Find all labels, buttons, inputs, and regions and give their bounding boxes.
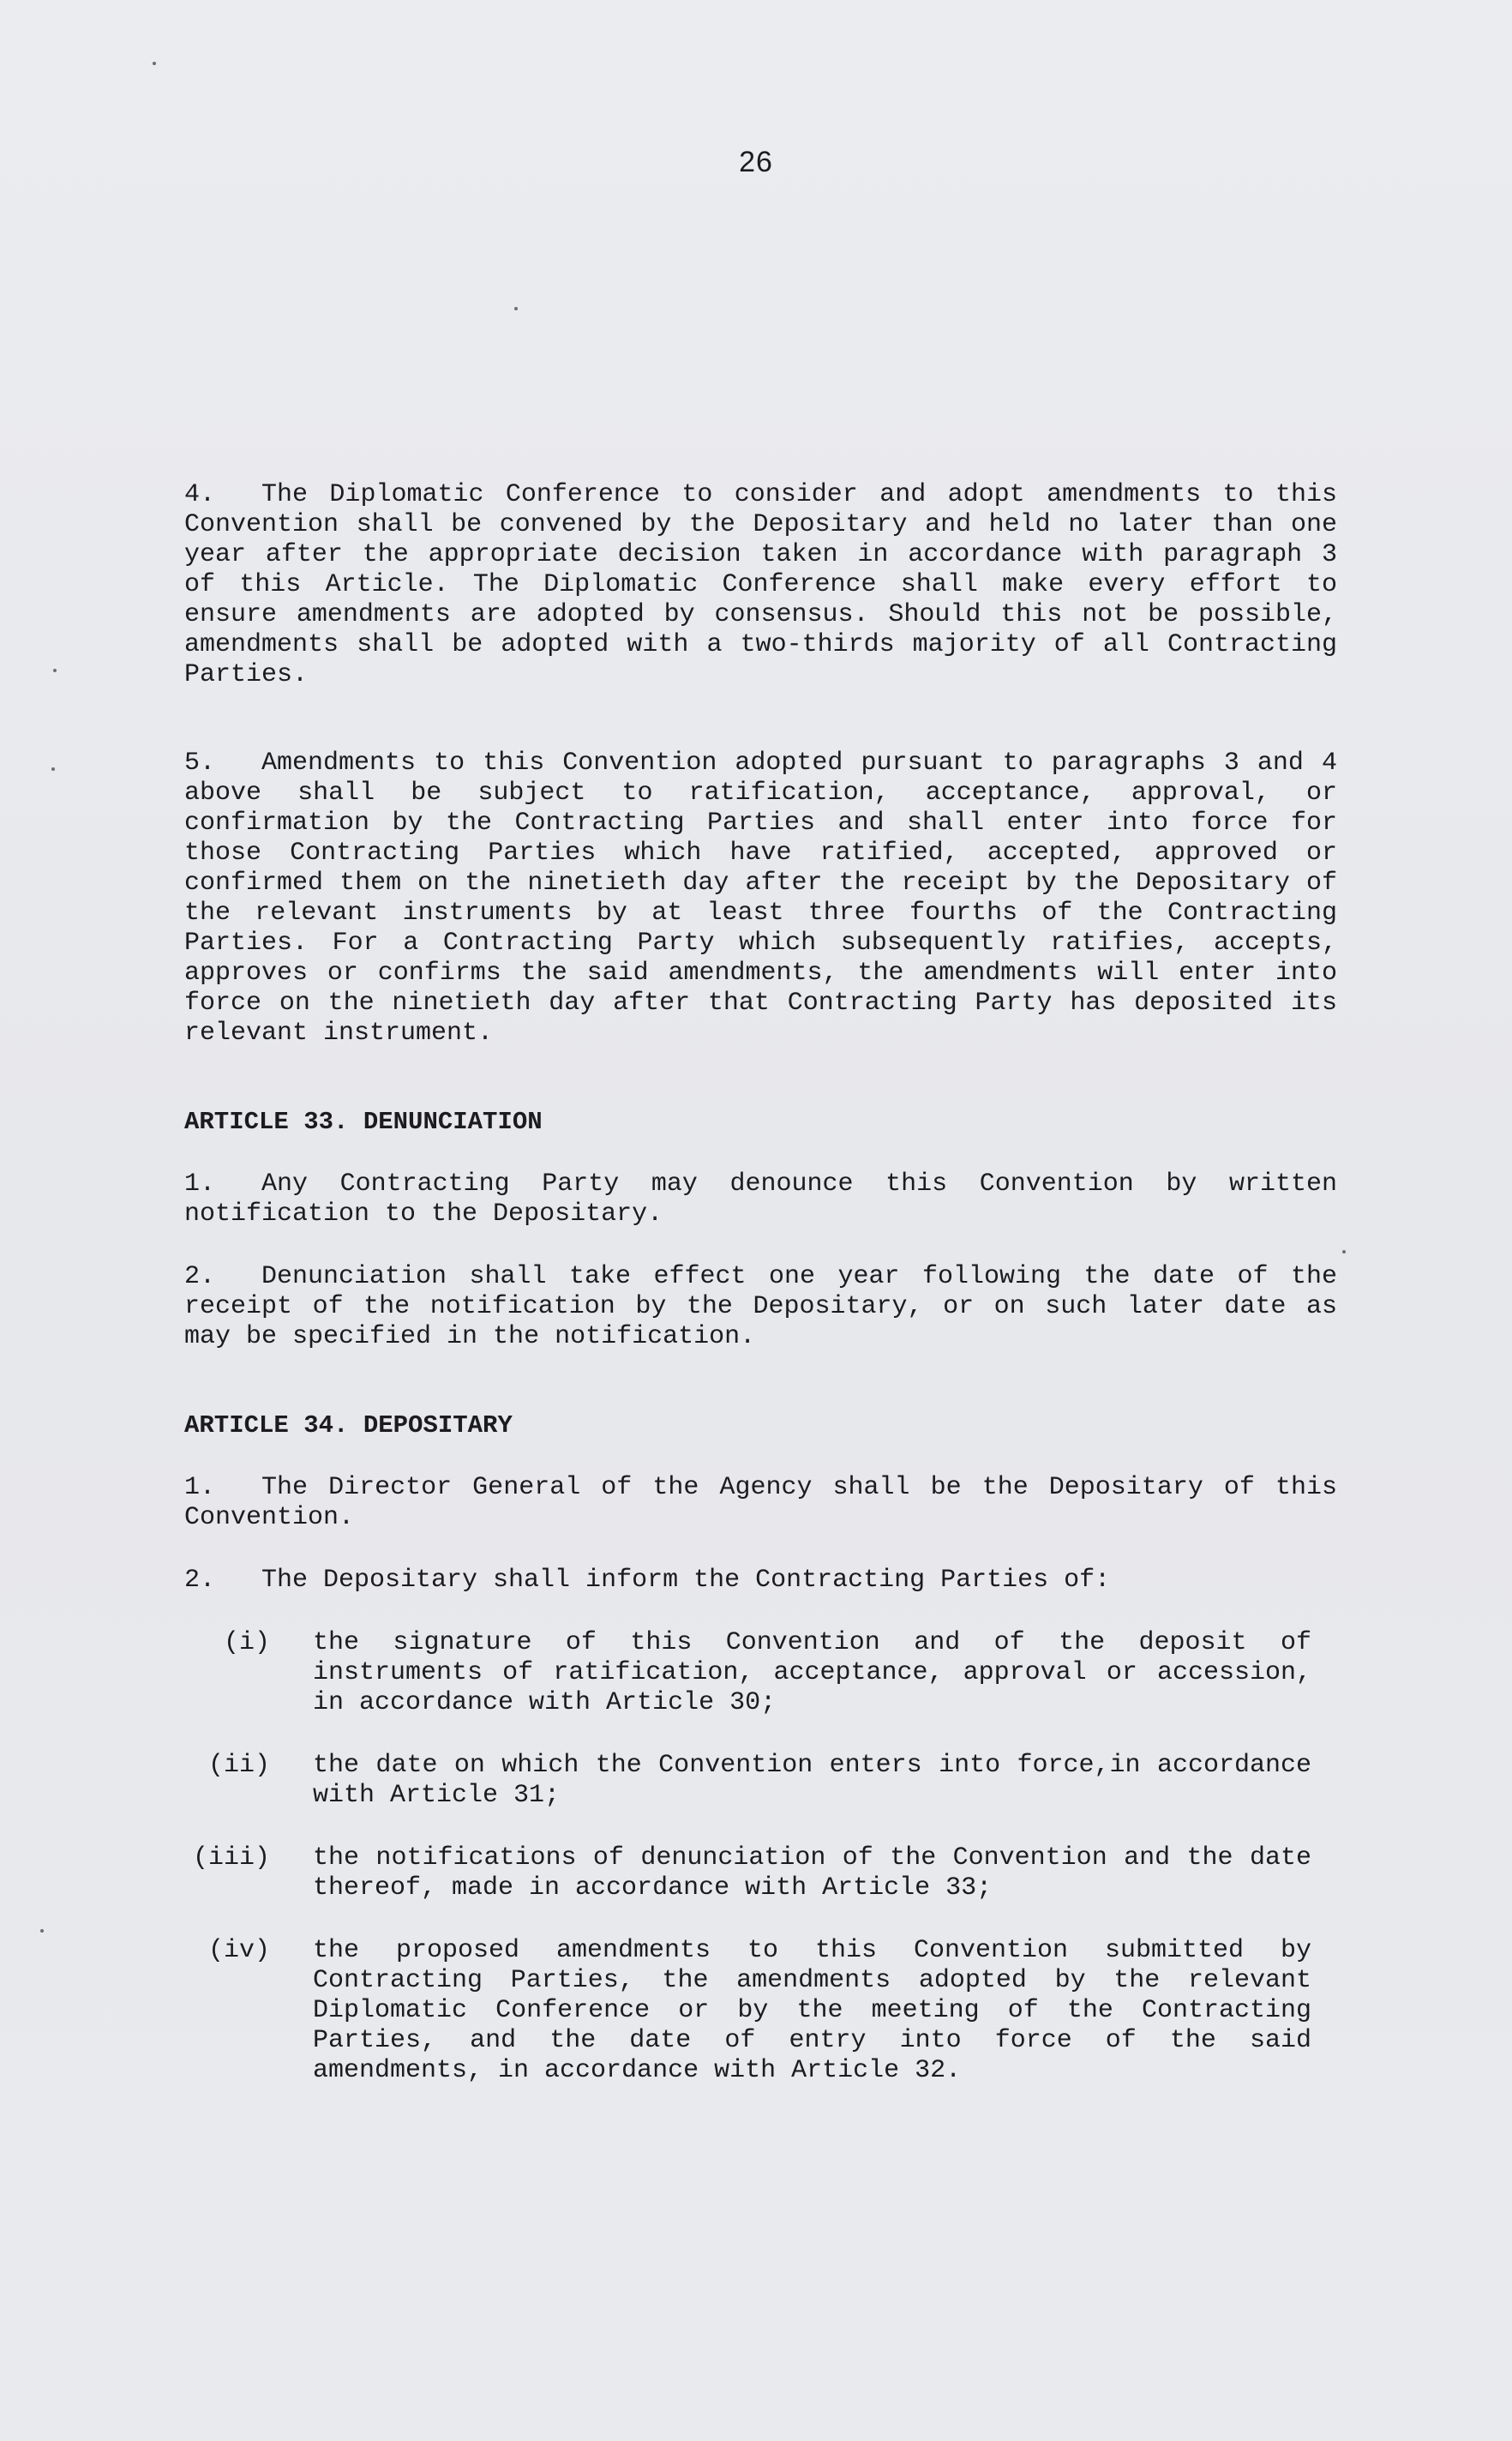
- scan-speck: [514, 307, 518, 310]
- page-number: 26: [739, 146, 773, 178]
- list-item: [184, 1628, 1337, 1718]
- article-34-paragraph-2: [184, 1566, 1337, 1596]
- document-body: [184, 480, 1337, 2119]
- list-item-text: the signature of this Convention and of the deposit of instruments of ratification, acceptance, approval or accession, in accordance with Article 30;: [313, 1628, 1311, 1717]
- list-item-label: (ii): [207, 1751, 270, 1780]
- article-34-paragraph-1: [184, 1473, 1337, 1533]
- paragraph-text: The Diplomatic Conference to consider and adopt amendments to this Convention shall be convened by the Depositary and held no later than one year after the appropriate decision taken in accordance with paragraph 3 of this Article. The Diplomatic Conference shall make every effort to ensure amendments are adopted by consensus. Should this not be possible, amendments shall be adopted with a two-thirds majority of all Contracting Parties.: [184, 480, 1337, 689]
- paragraph-text: Amendments to this Convention adopted pursuant to paragraphs 3 and 4 above shall be subject to ratification, acceptance, approval, or confirmation by the Contracting Parties and shall enter into force for those Contracting Parties which have ratified, accepted, approved or confirmed them on the ninetieth day after the receipt by the Depositary of the relevant instruments by at least three fourths of the Contracting Parties. For a Contracting Party which subsequently ratifies, accepts, approves or confirms the said amendments, the amendments will enter into force on the ninetieth day after that Contracting Party has deposited its relevant instrument.: [184, 749, 1337, 1048]
- paragraph-number: 4.: [184, 480, 216, 509]
- paragraph-5: [184, 749, 1337, 1049]
- list-item: [184, 1751, 1337, 1811]
- article-33-paragraph-1: [184, 1169, 1337, 1230]
- article-33-paragraph-2: [184, 1262, 1337, 1352]
- paragraph-text: The Director General of the Agency shall be the Depositary of this Convention.: [184, 1473, 1337, 1532]
- paragraph-number: 2.: [184, 1566, 216, 1595]
- article-33-heading: ARTICLE 33. DENUNCIATION: [184, 1108, 543, 1136]
- article-34-heading: ARTICLE 34. DEPOSITARY: [184, 1411, 513, 1440]
- scan-speck: [40, 1929, 44, 1933]
- scan-speck: [51, 767, 55, 771]
- list-item: [184, 1843, 1337, 1903]
- paragraph-number: 1.: [184, 1473, 216, 1502]
- list-item-label: (i): [223, 1628, 270, 1657]
- list-item-text: the date on which the Convention enters into force,in accordance with Article 31;: [313, 1751, 1311, 1810]
- list-item-text: the notifications of denunciation of the Convention and the date thereof, made in accordance with Article 33;: [313, 1843, 1311, 1903]
- scan-speck: [53, 669, 57, 672]
- paragraph-number: 2.: [184, 1262, 216, 1291]
- paragraph-text: Any Contracting Party may denounce this Convention by written notification to the Depositary.: [184, 1169, 1337, 1229]
- paragraph-text: Denunciation shall take effect one year following the date of the receipt of the notification by the Depositary, or on such later date as may be specified in the notification.: [184, 1262, 1337, 1351]
- scan-speck: [153, 62, 156, 65]
- list-item-label: (iv): [207, 1936, 270, 1965]
- paragraph-text: The Depositary shall inform the Contracting Parties of:: [261, 1566, 1111, 1595]
- paragraph-4: [184, 480, 1337, 690]
- list-item-text: the proposed amendments to this Convention submitted by Contracting Parties, the amendments adopted by the relevant Diplomatic Conference or by the meeting of the Contracting Parties, and the date of entry into force of the said amendments, in accordance with Article 32.: [313, 1936, 1311, 2085]
- paragraph-number: 1.: [184, 1169, 216, 1199]
- list-item: [184, 1936, 1337, 2086]
- paragraph-number: 5.: [184, 749, 216, 778]
- scan-speck: [1342, 1250, 1346, 1254]
- list-item-label: (iii): [192, 1843, 270, 1873]
